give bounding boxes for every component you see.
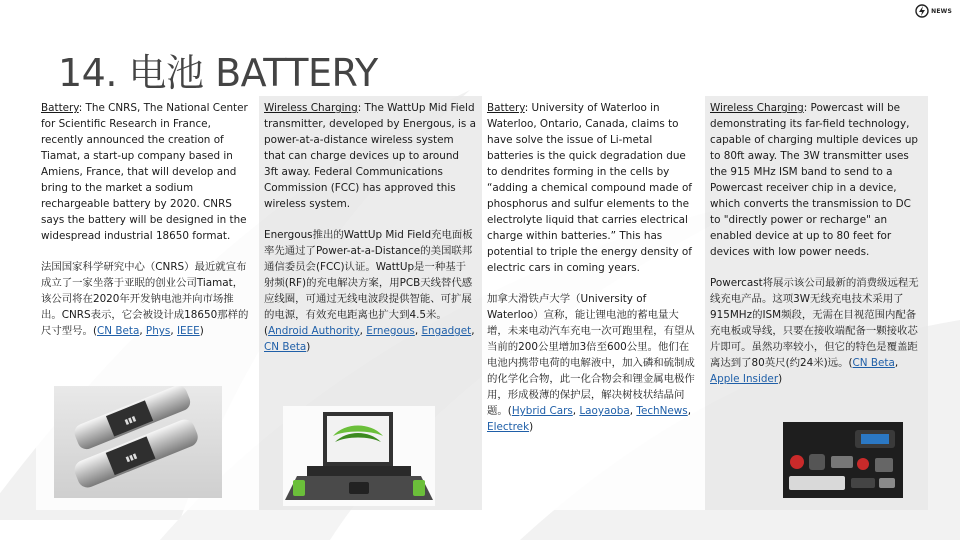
source-link-apple-insider[interactable]: Apple Insider xyxy=(710,373,779,385)
chinese-text: 法国国家科学研究中心（CNRS）最近就宣布成立了一家坐落于亚眠的创业公司Tiamat，该公司将在2020年开发钠电池并向市场推出。CNRS表示，它会被设计成18650那样的尺寸型号。( xyxy=(41,261,249,337)
logo-text: NEWS xyxy=(931,7,952,15)
source-link-engadget[interactable]: Engadget xyxy=(421,325,472,337)
news-column-powercast-charging xyxy=(705,96,928,510)
chinese-paragraph: Energous推出的WattUp Mid Field充电面板率先通过了Power-at-a-Distance的美国联邦通信委员会(FCC)认证。WattUp是一种基于射频(RF)的充电解决方案，用PCB天线替代感应线圈，可通过无线电波段提供智能、可扩展的电源，有效充电距离也扩大到4.5米。(Android Authority, Ernegous, Engadget, CN Beta) xyxy=(264,229,475,353)
chinese-text: Energous推出的WattUp Mid Field充电面板率先通过了Power-at-a-Distance的美国联邦通信委员会(FCC)认证。WattUp是一种基于射频(RF)的充电解决方案，用PCB天线替代感应线圈，可通过无线电波段提供智能、可扩展的电源，有效充电距离也扩大到4.5米。( xyxy=(264,229,473,337)
lightning-bolt-icon xyxy=(915,4,929,18)
closing-paren: ) xyxy=(529,421,534,433)
topic-heading: Wireless Charging xyxy=(710,102,804,114)
source-link-ieee[interactable]: IEEE xyxy=(176,325,200,337)
source-link-technews[interactable]: TechNews xyxy=(636,405,688,417)
english-text: : The WattUp Mid Field transmitter, developed by Energous, is a power-at-a-distance wireless system that can charge devices up to around 3ft away. Federal Communications Commission (FCC) has approved this wireless system. xyxy=(264,102,477,210)
news-column-wattup-charging xyxy=(259,96,482,510)
english-text: : University of Waterloo in Waterloo, Ontario, Canada, claims to have solve the issue of Li-metal batteries is the quick degradation due to dendrites forming in the cells by “adding a chemical compound made of phosphorus and sulfur elements to the electrolyte liquid that carries electrical charge within batteries.” This has potential to triple the energy density of electric cars in coming years. xyxy=(487,102,692,274)
source-link-ernegous[interactable]: Ernegous xyxy=(366,325,415,337)
sodium-battery-cells-image xyxy=(54,386,222,498)
source-link-hybrid-cars[interactable]: Hybrid Cars xyxy=(511,405,573,417)
powercast-devices-image xyxy=(783,422,903,498)
source-link-android-authority[interactable]: Android Authority xyxy=(268,325,360,337)
news-logo xyxy=(915,4,952,18)
news-column-waterloo-battery xyxy=(482,96,705,510)
english-paragraph xyxy=(264,100,476,212)
chinese-text: 加拿大滑铁卢大学（University of Waterloo）宣称，能让锂电池的蓄电量大增，未来电动汽车充电一次可跑里程，有望从当前的200公里增加3倍至600公里。他们在电池内携带电荷的电解液中，加入磷和硫制成的化学化合物，此一化合物会和锂金属电极作用，形成极薄的保护层，解决树枝状结晶问题。( xyxy=(487,293,695,417)
english-paragraph xyxy=(41,100,253,244)
chinese-text: Powercast将展示该公司最新的消费级远程无线充电产品。这项3W无线充电技术采用了915MHz的ISM频段，无需在目视范围内配备充电板或导线，只要在接收端配备一颗接收芯片即可。虽然功率较小，但它的特色是覆盖距离达到了80英尺(约24米)远。( xyxy=(710,277,919,369)
svg-text:▮▮▮: ▮▮▮ xyxy=(123,414,138,427)
closing-paren: ) xyxy=(199,325,204,337)
english-paragraph xyxy=(487,100,699,276)
topic-heading: Battery xyxy=(41,102,79,114)
page-title: 14. 电池 BATTERY xyxy=(58,51,378,95)
wattup-transmitter-laptop-image xyxy=(283,406,435,506)
svg-text:▮▮▮: ▮▮▮ xyxy=(124,451,139,464)
source-link-laoyaoba[interactable]: Laoyaoba xyxy=(579,405,630,417)
chinese-paragraph: Powercast将展示该公司最新的消费级远程无线充电产品。这项3W无线充电技术采用了915MHz的ISM频段，无需在目视范围内配备充电板或导线，只要在接收端配备一颗接收芯片即可。虽然功率较小，但它的特色是覆盖距离达到了80英尺(约24米)远。(CN Beta, Apple Insider) xyxy=(710,277,919,385)
source-link-cn-beta[interactable]: CN Beta xyxy=(852,357,895,369)
chinese-paragraph: 加拿大滑铁卢大学（University of Waterloo）宣称，能让锂电池的蓄电量大增，未来电动汽车充电一次可跑里程，有望从当前的200公里增加3倍至600公里。他们在电池内携带电荷的电解液中，加入磷和硫制成的化学化合物，此一化合物会和锂金属电极作用，形成极薄的保护层，解决树枝状结晶问题。(Hybrid Cars, Laoyaoba, TechNews, Electrek) xyxy=(487,293,695,433)
closing-paren: ) xyxy=(778,373,783,385)
english-text: : Powercast will be demonstrating its far-field technology, capable of charging multiple devices up to 80ft away. The 3W transmitter uses the 915 MHz ISM band to send to a Powercast receiver chip in a device, which converts the transmission to DC to "directly power or recharge" an enabled device at up to 80 feet for devices with low power needs. xyxy=(710,102,919,258)
closing-paren: ) xyxy=(306,341,311,353)
chinese-paragraph: 法国国家科学研究中心（CNRS）最近就宣布成立了一家坐落于亚眠的创业公司Tiamat，该公司将在2020年开发钠电池并向市场推出。CNRS表示，它会被设计成18650那样的尺寸型号。(CN Beta, Phys, IEEE) xyxy=(41,261,249,337)
topic-heading: Wireless Charging xyxy=(264,102,358,114)
english-paragraph xyxy=(710,100,922,260)
topic-heading: Battery xyxy=(487,102,525,114)
news-columns xyxy=(36,96,928,510)
source-link-phys[interactable]: Phys xyxy=(145,325,171,337)
english-text: : The CNRS, The National Center for Scientific Research in France, recently announced the creation of Tiamat, a start-up company based in Amiens, France, that will develop and bring to the market a sodium rechargeable battery by 2020. CNRS says the battery will be designed in the widespread industrial 18650 format. xyxy=(41,102,248,242)
source-link-cn-beta[interactable]: CN Beta xyxy=(264,341,307,353)
source-link-electrek[interactable]: Electrek xyxy=(487,421,530,433)
news-column-sodium-battery xyxy=(36,96,259,510)
source-link-cn-beta[interactable]: CN Beta xyxy=(97,325,140,337)
